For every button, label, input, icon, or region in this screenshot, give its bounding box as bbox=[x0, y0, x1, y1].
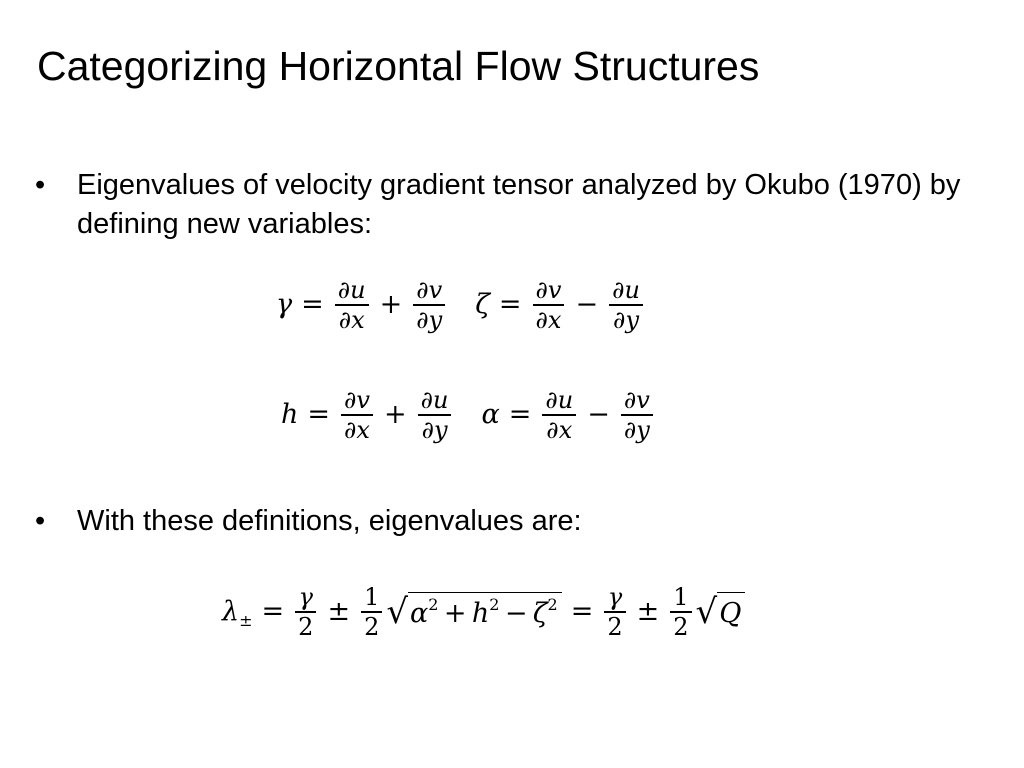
equals-sign: = bbox=[570, 596, 594, 628]
fraction-gamma-over-2: $\frac{\gamma}{2}$ bbox=[604, 583, 625, 641]
fraction-one-half: $\frac{1}{2}$ bbox=[670, 583, 691, 641]
radical-sign: √ bbox=[695, 591, 718, 632]
zeta-symbol: ζ bbox=[475, 289, 490, 321]
bullet-dot: • bbox=[35, 505, 46, 537]
square-root-q bbox=[696, 592, 746, 632]
bullet-dot: • bbox=[35, 169, 46, 201]
plus-minus-sign: ± bbox=[327, 596, 351, 628]
fraction-dv-dx: $\frac{\partial v}{\partial x}$ bbox=[341, 386, 373, 444]
minus-sign: − bbox=[587, 399, 610, 431]
minus-sign: − bbox=[575, 289, 599, 321]
fraction-du-dy: $\frac{\partial u}{\partial y}$ bbox=[609, 276, 643, 334]
radical-sign: √ bbox=[386, 591, 409, 632]
slide-title: Categorizing Horizontal Flow Structures bbox=[37, 43, 760, 89]
fraction-du-dy: $\frac{\partial u}{\partial y}$ bbox=[418, 386, 452, 444]
equation-eigenvalues bbox=[222, 583, 745, 641]
equals-sign: = bbox=[301, 289, 324, 321]
equation-row-gamma-zeta bbox=[276, 276, 645, 334]
equals-sign: = bbox=[261, 596, 285, 628]
equals-sign: = bbox=[307, 399, 331, 431]
equals-sign: = bbox=[508, 399, 532, 431]
equation-row-h-alpha bbox=[281, 386, 655, 444]
plus-sign: + bbox=[379, 289, 403, 321]
fraction-gamma-over-2: $\frac{\gamma}{2}$ bbox=[295, 583, 316, 641]
radicand: $\alpha^2 + h^2 - \zeta^2$ bbox=[408, 592, 562, 632]
radicand-q: Q bbox=[717, 592, 745, 632]
fraction-one-half: $\frac{1}{2}$ bbox=[361, 583, 382, 641]
plus-sign: + bbox=[383, 399, 407, 431]
lambda-symbol: $\lambda_\pm$ bbox=[222, 596, 253, 631]
plus-minus-sign: ± bbox=[636, 596, 660, 628]
bullet-item-okubo bbox=[35, 166, 985, 244]
fraction-du-dx: $\frac{\partial u}{\partial x}$ bbox=[542, 386, 576, 444]
square-root-expression bbox=[386, 592, 561, 632]
bullet-text: Eigenvalues of velocity gradient tensor analyzed by Okubo (1970) by defining new variables: bbox=[77, 169, 961, 240]
equals-sign: = bbox=[498, 289, 522, 321]
fraction-dv-dx: $\frac{\partial v}{\partial x}$ bbox=[533, 276, 565, 334]
fraction-dv-dy: $\frac{\partial v}{\partial y}$ bbox=[413, 276, 445, 334]
alpha-symbol: α bbox=[481, 399, 500, 431]
fraction-dv-dy: $\frac{\partial v}{\partial y}$ bbox=[621, 386, 653, 444]
fraction-du-dx: $\frac{\partial u}{\partial x}$ bbox=[335, 276, 369, 334]
bullet-text: With these definitions, eigenvalues are: bbox=[77, 505, 582, 537]
h-symbol: h bbox=[281, 399, 299, 431]
gamma-symbol: γ bbox=[276, 289, 293, 321]
bullet-item-eigenvalues bbox=[35, 502, 985, 541]
